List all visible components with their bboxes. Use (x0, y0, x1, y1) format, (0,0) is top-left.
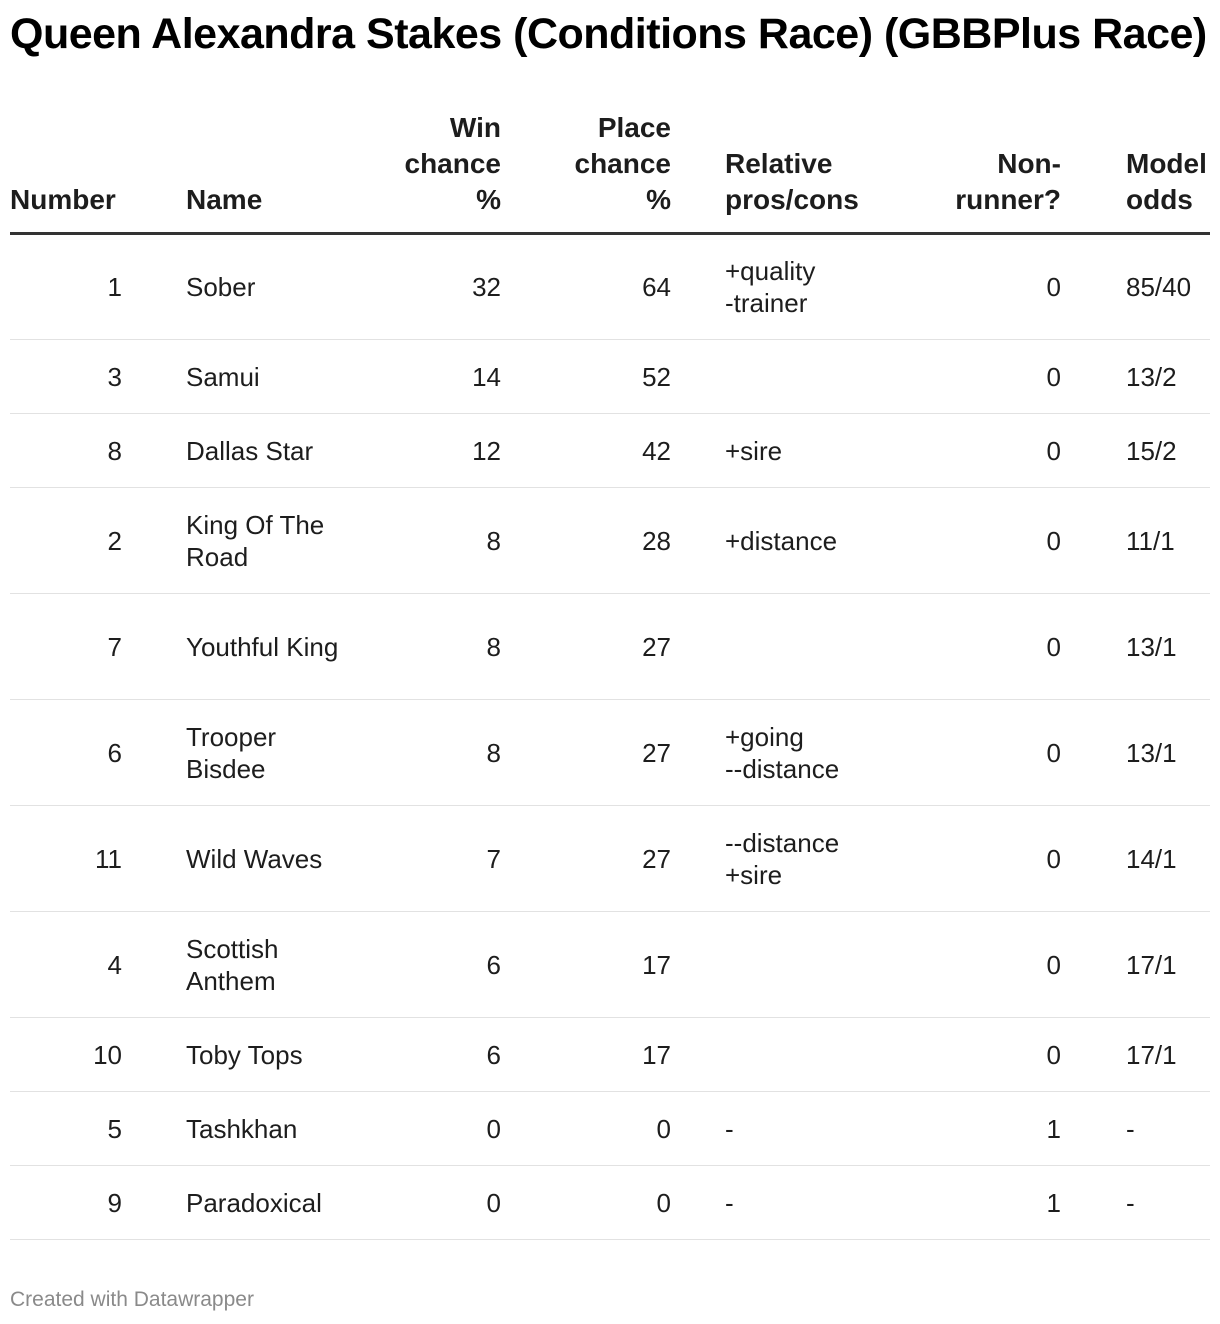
cell-non-runner: 0 (888, 806, 1061, 912)
cell-win-chance: 0 (352, 1166, 501, 1240)
table-row (10, 1018, 1210, 1092)
header-number[interactable]: Number (10, 110, 122, 234)
cell-spacer (1061, 594, 1126, 700)
cell-place-chance: 27 (501, 594, 671, 700)
cell-number: 5 (10, 1092, 122, 1166)
cell-spacer (122, 700, 186, 806)
table-row (10, 340, 1210, 414)
cell-non-runner: 0 (888, 414, 1061, 488)
cell-pros-cons (725, 912, 888, 1018)
cell-spacer (122, 1018, 186, 1092)
cell-number: 7 (10, 594, 122, 700)
cell-win-chance: 8 (352, 594, 501, 700)
cell-spacer (671, 806, 725, 912)
cell-name: Paradoxical (186, 1166, 352, 1240)
cell-name: Dallas Star (186, 414, 352, 488)
cell-pros-cons (725, 594, 888, 700)
cell-win-chance: 6 (352, 1018, 501, 1092)
table-body (10, 234, 1210, 1240)
header-name[interactable]: Name (186, 110, 352, 234)
cell-win-chance: 12 (352, 414, 501, 488)
cell-model-odds: 15/2 (1126, 414, 1210, 488)
cell-place-chance: 28 (501, 488, 671, 594)
table-row (10, 700, 1210, 806)
cell-model-odds: 11/1 (1126, 488, 1210, 594)
cell-win-chance: 7 (352, 806, 501, 912)
cell-non-runner: 0 (888, 1018, 1061, 1092)
cell-name: Sober (186, 234, 352, 340)
cell-pros-cons (725, 1018, 888, 1092)
cell-model-odds: 13/2 (1126, 340, 1210, 414)
cell-win-chance: 8 (352, 700, 501, 806)
cell-pros-cons: +sire (725, 414, 888, 488)
cell-spacer (122, 340, 186, 414)
header-pros-cons[interactable]: Relative pros/cons (725, 110, 888, 234)
cell-name: Trooper Bisdee (186, 700, 352, 806)
cell-non-runner: 0 (888, 912, 1061, 1018)
cell-model-odds: 14/1 (1126, 806, 1210, 912)
cell-pros-cons: - (725, 1092, 888, 1166)
header-win-chance[interactable] (352, 110, 501, 234)
cell-number: 6 (10, 700, 122, 806)
cell-number: 9 (10, 1166, 122, 1240)
cell-number: 10 (10, 1018, 122, 1092)
cell-name: Samui (186, 340, 352, 414)
cell-spacer (1061, 414, 1126, 488)
cell-number: 3 (10, 340, 122, 414)
header-spacer (671, 110, 725, 234)
cell-place-chance: 0 (501, 1092, 671, 1166)
cell-place-chance: 17 (501, 1018, 671, 1092)
cell-spacer (122, 1166, 186, 1240)
table-row (10, 234, 1210, 340)
header-model-odds[interactable]: Model odds (1126, 110, 1210, 234)
cell-spacer (122, 414, 186, 488)
cell-model-odds: - (1126, 1166, 1210, 1240)
cell-number: 8 (10, 414, 122, 488)
cell-pros-cons (725, 340, 888, 414)
cell-name: Tashkhan (186, 1092, 352, 1166)
cell-spacer (1061, 806, 1126, 912)
cell-spacer (671, 1166, 725, 1240)
cell-place-chance: 27 (501, 700, 671, 806)
cell-spacer (671, 340, 725, 414)
cell-model-odds: 13/1 (1126, 700, 1210, 806)
cell-place-chance: 27 (501, 806, 671, 912)
cell-spacer (1061, 912, 1126, 1018)
cell-pros-cons: +quality -trainer (725, 234, 888, 340)
cell-win-chance: 32 (352, 234, 501, 340)
cell-spacer (671, 488, 725, 594)
header-non-runner[interactable] (888, 110, 1061, 234)
cell-spacer (1061, 234, 1126, 340)
cell-number: 1 (10, 234, 122, 340)
cell-pros-cons: --distance +sire (725, 806, 888, 912)
cell-non-runner: 0 (888, 234, 1061, 340)
cell-name: Toby Tops (186, 1018, 352, 1092)
cell-spacer (122, 806, 186, 912)
cell-non-runner: 0 (888, 700, 1061, 806)
table-row (10, 1166, 1210, 1240)
cell-non-runner: 1 (888, 1092, 1061, 1166)
cell-model-odds: 85/40 (1126, 234, 1210, 340)
header-place-chance-label: Place chance % (574, 112, 671, 215)
cell-spacer (671, 1018, 725, 1092)
header-non-runner-label: Non-runner? (955, 148, 1061, 215)
race-table (10, 110, 1210, 1240)
cell-spacer (671, 700, 725, 806)
table-row (10, 414, 1210, 488)
cell-spacer (671, 912, 725, 1018)
cell-pros-cons: - (725, 1166, 888, 1240)
table-row (10, 594, 1210, 700)
cell-non-runner: 0 (888, 340, 1061, 414)
cell-non-runner: 0 (888, 488, 1061, 594)
cell-non-runner: 1 (888, 1166, 1061, 1240)
cell-spacer (671, 234, 725, 340)
table-row (10, 806, 1210, 912)
cell-place-chance: 52 (501, 340, 671, 414)
table-row (10, 488, 1210, 594)
cell-spacer (671, 1092, 725, 1166)
cell-non-runner: 0 (888, 594, 1061, 700)
page-title: Queen Alexandra Stakes (Conditions Race) (GBBPlus Race) (10, 10, 1207, 58)
cell-pros-cons: +distance (725, 488, 888, 594)
header-win-chance-label: Win chance % (404, 112, 501, 215)
cell-spacer (1061, 700, 1126, 806)
cell-spacer (122, 594, 186, 700)
cell-win-chance: 0 (352, 1092, 501, 1166)
table-row (10, 1092, 1210, 1166)
cell-spacer (671, 594, 725, 700)
cell-name: Youthful King (186, 594, 352, 700)
cell-win-chance: 8 (352, 488, 501, 594)
cell-spacer (1061, 1092, 1126, 1166)
cell-spacer (122, 1092, 186, 1166)
cell-place-chance: 0 (501, 1166, 671, 1240)
cell-spacer (1061, 488, 1126, 594)
cell-model-odds: 17/1 (1126, 1018, 1210, 1092)
cell-number: 11 (10, 806, 122, 912)
cell-number: 4 (10, 912, 122, 1018)
cell-win-chance: 6 (352, 912, 501, 1018)
cell-spacer (122, 912, 186, 1018)
table-row (10, 912, 1210, 1018)
cell-model-odds: - (1126, 1092, 1210, 1166)
cell-name: Wild Waves (186, 806, 352, 912)
cell-name: King Of The Road (186, 488, 352, 594)
header-place-chance[interactable] (501, 110, 671, 234)
cell-spacer (122, 488, 186, 594)
cell-place-chance: 17 (501, 912, 671, 1018)
cell-place-chance: 64 (501, 234, 671, 340)
cell-name: Scottish Anthem (186, 912, 352, 1018)
cell-model-odds: 13/1 (1126, 594, 1210, 700)
cell-spacer (671, 414, 725, 488)
cell-win-chance: 14 (352, 340, 501, 414)
cell-spacer (122, 234, 186, 340)
cell-spacer (1061, 1018, 1126, 1092)
header-spacer (1061, 110, 1126, 234)
cell-number: 2 (10, 488, 122, 594)
cell-spacer (1061, 340, 1126, 414)
cell-place-chance: 42 (501, 414, 671, 488)
footer-credit: Created with Datawrapper (10, 1288, 254, 1311)
cell-model-odds: 17/1 (1126, 912, 1210, 1018)
cell-spacer (1061, 1166, 1126, 1240)
header-spacer (122, 110, 186, 234)
cell-pros-cons: +going --distance (725, 700, 888, 806)
header-row (10, 110, 1210, 234)
